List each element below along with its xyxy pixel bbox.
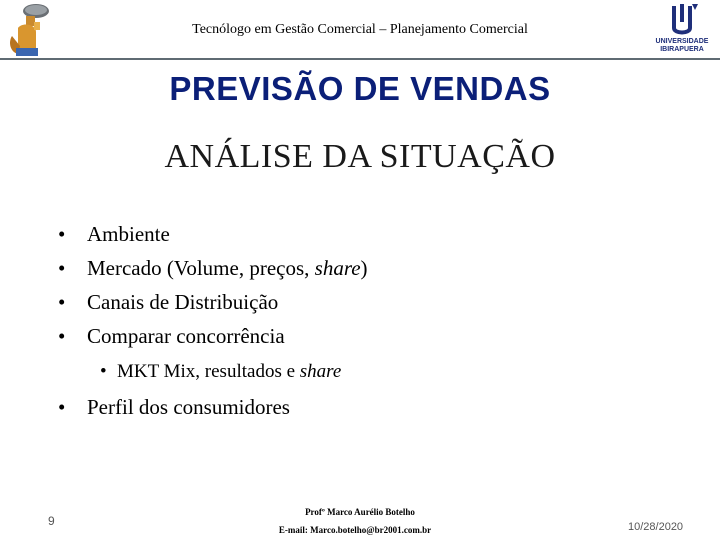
page-number: 9 xyxy=(48,514,55,528)
bullet-marker: • xyxy=(58,256,66,280)
header-title: Tecnólogo em Gestão Comercial – Planejamento Comercial xyxy=(192,22,528,37)
bullet-text: Canais de Distribuição xyxy=(87,290,279,314)
footer-author: Profº Marco Aurélio Botelho xyxy=(305,507,415,517)
university-logo-line2: IBIRAPUERA xyxy=(660,46,704,53)
bullet-text-part: ) xyxy=(360,256,368,280)
university-logo-line1: UNIVERSIDADE xyxy=(655,38,709,45)
bullet-marker: • xyxy=(100,361,107,382)
bullet-text: Comparar concorrência xyxy=(87,324,285,348)
slide-title: PREVISÃO DE VENDAS xyxy=(169,70,551,107)
bullet-item xyxy=(0,324,720,358)
bullet-marker: • xyxy=(58,222,66,246)
bullet-item xyxy=(0,256,720,290)
header-divider xyxy=(0,58,720,60)
university-logo-text xyxy=(646,38,718,54)
bullet-marker: • xyxy=(58,324,66,348)
bullet-text-italic: share xyxy=(314,256,361,280)
bullet-text-italic: share xyxy=(299,361,342,382)
bullet-text-part: Mercado (Volume, preços, xyxy=(87,256,315,280)
bullet-item xyxy=(0,290,720,324)
bullet-text-part: MKT Mix, resultados e xyxy=(117,361,300,382)
bullet-item xyxy=(0,395,720,429)
bullet-text: Perfil dos consumidores xyxy=(87,395,290,419)
bullet-item xyxy=(0,222,720,256)
slide-subtitle: ANÁLISE DA SITUAÇÃO xyxy=(164,138,556,175)
bullet-text: Ambiente xyxy=(87,222,170,246)
sub-bullet-item xyxy=(0,361,720,391)
bullet-marker: • xyxy=(58,395,66,419)
bullet-text xyxy=(87,256,368,281)
bullet-marker: • xyxy=(58,290,66,314)
bullet-text xyxy=(117,361,341,383)
footer-email: E-mail: Marco.botelho@br2001.com.br xyxy=(278,525,432,535)
footer-date: 10/28/2020 xyxy=(628,521,684,533)
